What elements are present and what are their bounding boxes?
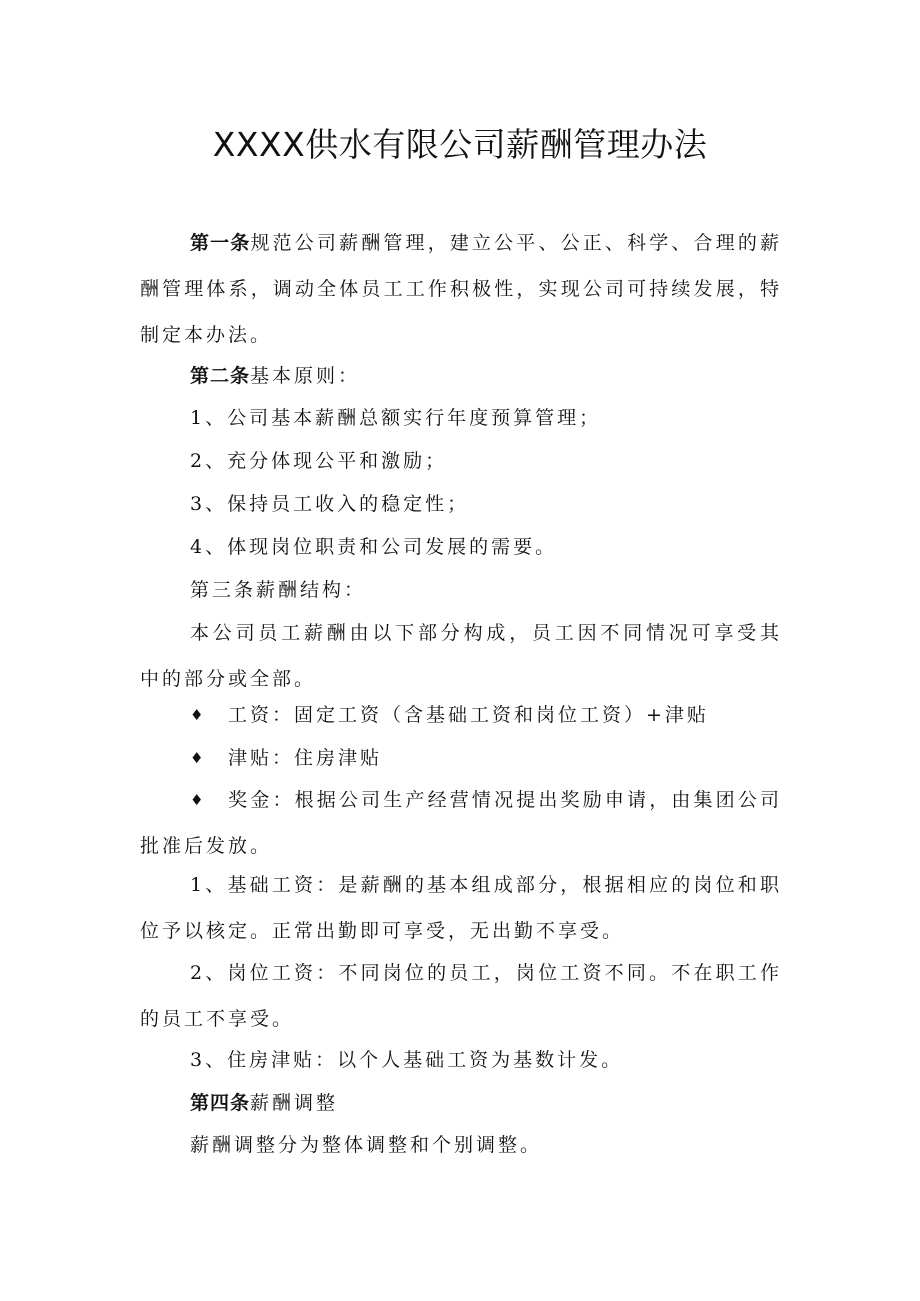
article-4 [140, 1080, 782, 1126]
article-2-item-3: 3、保持员工收入的稳定性； [190, 493, 470, 515]
bullet-item-3-text: 奖金：根据公司生产经营情况提出奖励申请，由集团公司批准后发放。 [140, 789, 782, 857]
diamond-bullet-icon: ♦ [190, 706, 204, 724]
article-2-item-2: 2、充分体现公平和激励； [190, 450, 448, 472]
article-2-item-4: 4、体现岗位职责和公司发展的需要。 [190, 536, 558, 558]
article-2 [140, 353, 782, 399]
bullet-item-3 [140, 777, 782, 869]
article-4-label: 第四条 [190, 1092, 251, 1114]
article-3-intro: 本公司员工薪酬由以下部分构成，员工因不同情况可享受其中的部分或全部。 [140, 622, 782, 690]
article-3-detail-3: 3、住房津贴：以个人基础工资为基数计发。 [190, 1049, 624, 1071]
bullet-item-1 [140, 692, 782, 738]
article-2-label: 第二条 [190, 365, 251, 387]
article-4-intro: 薪酬调整分为整体调整和个别调整。 [190, 1134, 543, 1156]
bullet-item-2 [140, 735, 782, 781]
article-1 [140, 220, 782, 358]
article-2-text: 基本原则： [250, 365, 361, 387]
article-4-text: 薪酬调整 [250, 1092, 339, 1114]
article-1-label: 第一条 [190, 232, 251, 254]
document-title: XXXX供水有限公司薪酬管理办法 [212, 125, 708, 164]
article-1-text: 规范公司薪酬管理，建立公平、公正、科学、合理的薪酬管理体系，调动全体员工工作积极性，实现公司可持续发展，特制定本办法。 [140, 232, 782, 346]
bullet-item-2-text: 津贴：住房津贴 [228, 747, 383, 769]
diamond-bullet-icon: ♦ [190, 749, 204, 767]
article-3-heading: 第三条薪酬结构： [190, 579, 367, 601]
bullet-item-1-text: 工资：固定工资（含基础工资和岗位工资）+津贴 [228, 704, 709, 726]
article-3-detail-1: 1、基础工资：是薪酬的基本组成部分，根据相应的岗位和职位予以核定。正常出勤即可享受，无出勤不享受。 [140, 874, 782, 942]
article-3-detail-2: 2、岗位工资：不同岗位的员工，岗位工资不同。不在职工作的员工不享受。 [140, 962, 782, 1030]
article-2-item-1: 1、公司基本薪酬总额实行年度预算管理； [190, 407, 602, 429]
diamond-bullet-icon: ♦ [190, 791, 204, 809]
